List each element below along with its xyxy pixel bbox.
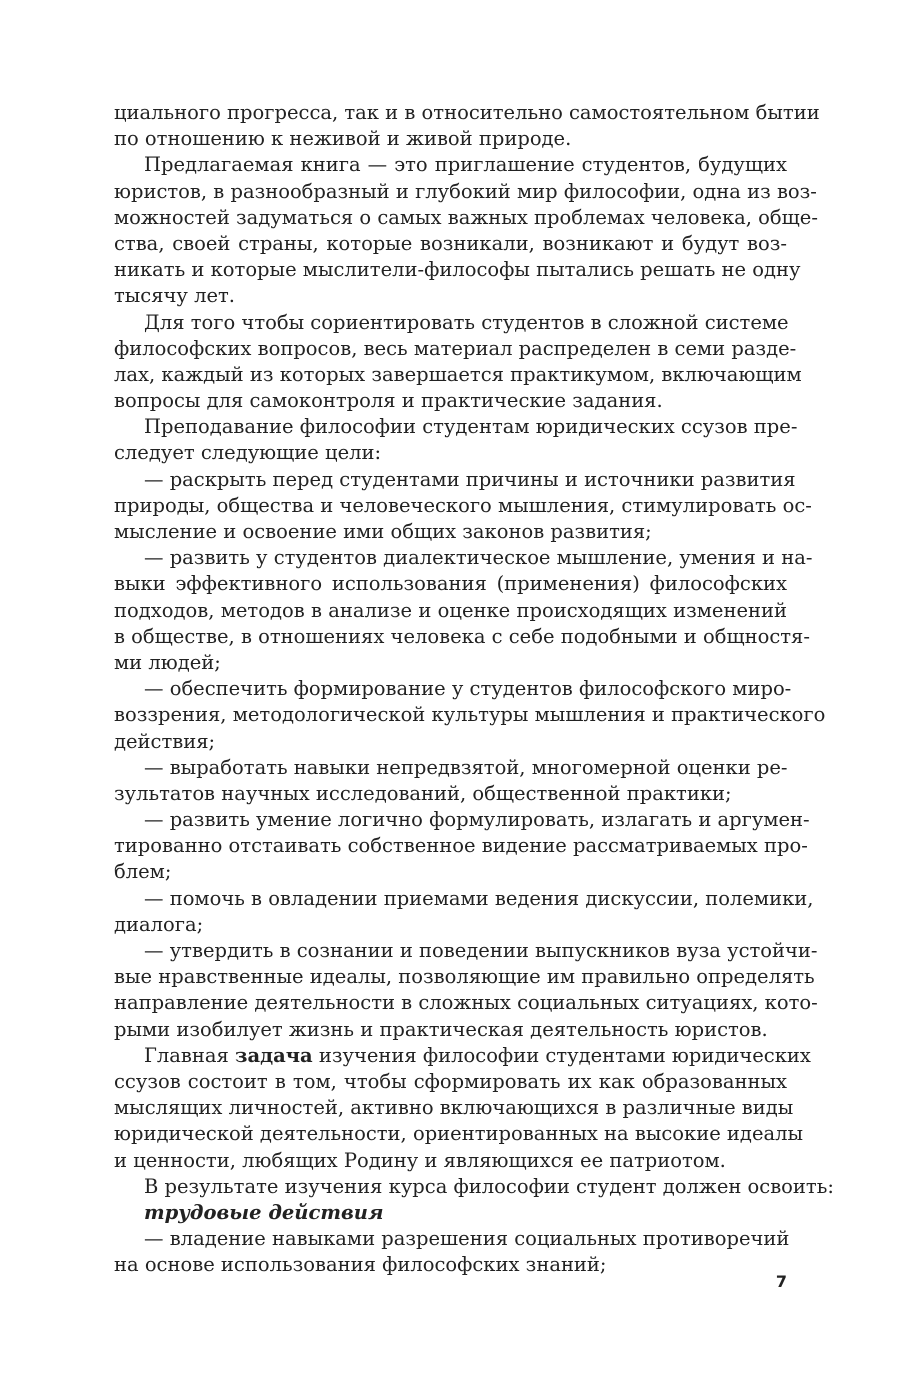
- text-line: [114, 1043, 811, 1069]
- text-line: тысячу лет.: [114, 284, 236, 308]
- paragraph-material-structure: [114, 310, 802, 415]
- text-line: Преподавание философии студентам юридических ссузов пре-: [144, 415, 798, 439]
- text-line: ссузов состоит в том, чтобы сформировать их как образованных: [114, 1069, 787, 1093]
- page-number: 7: [775, 1272, 787, 1291]
- goal-list-item: [114, 467, 812, 546]
- text-line: ства, своей страны, которые возникали, возникают и будут воз-: [114, 231, 787, 255]
- text-line: — утвердить в сознании и поведении выпускников вуза устойчи-: [144, 939, 818, 962]
- text-line: воззрения, методологической культуры мышления и практического: [114, 703, 826, 727]
- text-line: юристов, в разнообразный и глубокий мир философии, одна из воз-: [114, 179, 817, 203]
- paragraph-continuation: [114, 100, 820, 152]
- text-line: никать и которые мыслители-философы пытались решать не одну: [114, 258, 801, 282]
- text-line: Предлагаемая книга — это приглашение студентов, будущих: [144, 153, 787, 177]
- text-line: тированно отстаивать собственное видение рассматриваемых про-: [114, 834, 808, 858]
- text-line: рыми изобилует жизнь и практическая деятельность юристов.: [114, 1017, 768, 1041]
- text-line: — развить умение логично формулировать, излагать и аргумен-: [144, 808, 810, 832]
- text-line: можностей задуматься о самых важных проблемах человека, обще-: [114, 205, 818, 229]
- text-line: — помочь в овладении приемами ведения дискуссии, полемики,: [144, 886, 814, 910]
- task-keyword: задача: [235, 1043, 313, 1067]
- goal-list-item: [114, 676, 826, 755]
- text-line: лах, каждый из которых завершается практикумом, включающим: [114, 362, 802, 386]
- text-line: — владение навыками разрешения социальных противоречий: [144, 1227, 790, 1251]
- paragraph-main-task: [114, 1043, 811, 1174]
- text-line: ми людей;: [114, 650, 221, 674]
- goal-list-item: [114, 886, 814, 938]
- text-line: природы, общества и человеческого мышления, стимулировать ос-: [114, 493, 812, 517]
- text-line: — раскрыть перед студентами причины и источники развития: [144, 467, 796, 491]
- paragraph-book-invitation: [114, 152, 818, 309]
- text-line: выки эффективного использования (применения) философских: [114, 572, 787, 596]
- goal-list-item: [114, 938, 818, 1043]
- text-line: В результате изучения курса философии студент должен освоить:: [144, 1174, 834, 1198]
- text-line: следует следующие цели:: [114, 441, 382, 465]
- subheading-labor-actions: [114, 1200, 787, 1226]
- goal-list-item: [114, 807, 810, 886]
- text-line: и ценности, любящих Родину и являющихся ее патриотом.: [114, 1148, 726, 1172]
- text-line: мыслящих личностей, активно включающихся в различные виды: [114, 1096, 794, 1120]
- subheading: трудовые действия: [144, 1200, 384, 1224]
- text-line: юридической деятельности, ориентированных на высокие идеалы: [114, 1122, 804, 1146]
- text-line: — развить у студентов диалектическое мышление, умения и на-: [144, 546, 813, 570]
- goal-list-item: [114, 755, 787, 807]
- text-line: — выработать навыки непредвзятой, многомерной оценки ре-: [144, 755, 788, 779]
- text-line: мысление и освоение ими общих законов развития;: [114, 520, 652, 543]
- text-line: направление деятельности в сложных социальных ситуациях, кото-: [114, 991, 818, 1015]
- paragraph-result: [114, 1174, 834, 1200]
- text-line: вые нравственные идеалы, позволяющие им правильно определять: [114, 965, 815, 989]
- text-line: вопросы для самоконтроля и практические задания.: [114, 389, 663, 413]
- text-line: зультатов научных исследований, общественной практики;: [114, 781, 732, 805]
- text-line: действия;: [114, 729, 216, 753]
- goal-list-item: [114, 545, 813, 676]
- text-line: на основе использования философских знаний;: [114, 1253, 607, 1277]
- page-body: [114, 100, 834, 1278]
- text-line: диалога;: [114, 912, 204, 936]
- text-line: Для того чтобы сориентировать студентов в сложной системе: [144, 310, 789, 334]
- text-line: в обществе, в отношениях человека с себе подобными и общностя-: [114, 624, 810, 648]
- text-line: блем;: [114, 860, 172, 884]
- text-line: циального прогресса, так и в относительно самостоятельном бытии: [114, 101, 820, 124]
- task-text-after: изучения философии студентами юридических: [312, 1043, 811, 1067]
- text-line: подходов, методов в анализе и оценке происходящих изменений: [114, 598, 787, 622]
- goal-list-item: [114, 1226, 790, 1278]
- text-line: философских вопросов, весь материал распределен в семи разде-: [114, 336, 797, 360]
- paragraph-goals-intro: [114, 414, 798, 466]
- text-line: по отношению к неживой и живой природе.: [114, 127, 572, 151]
- task-text-before: Главная: [144, 1043, 236, 1067]
- text-line: — обеспечить формирование у студентов философского миро-: [144, 677, 792, 701]
